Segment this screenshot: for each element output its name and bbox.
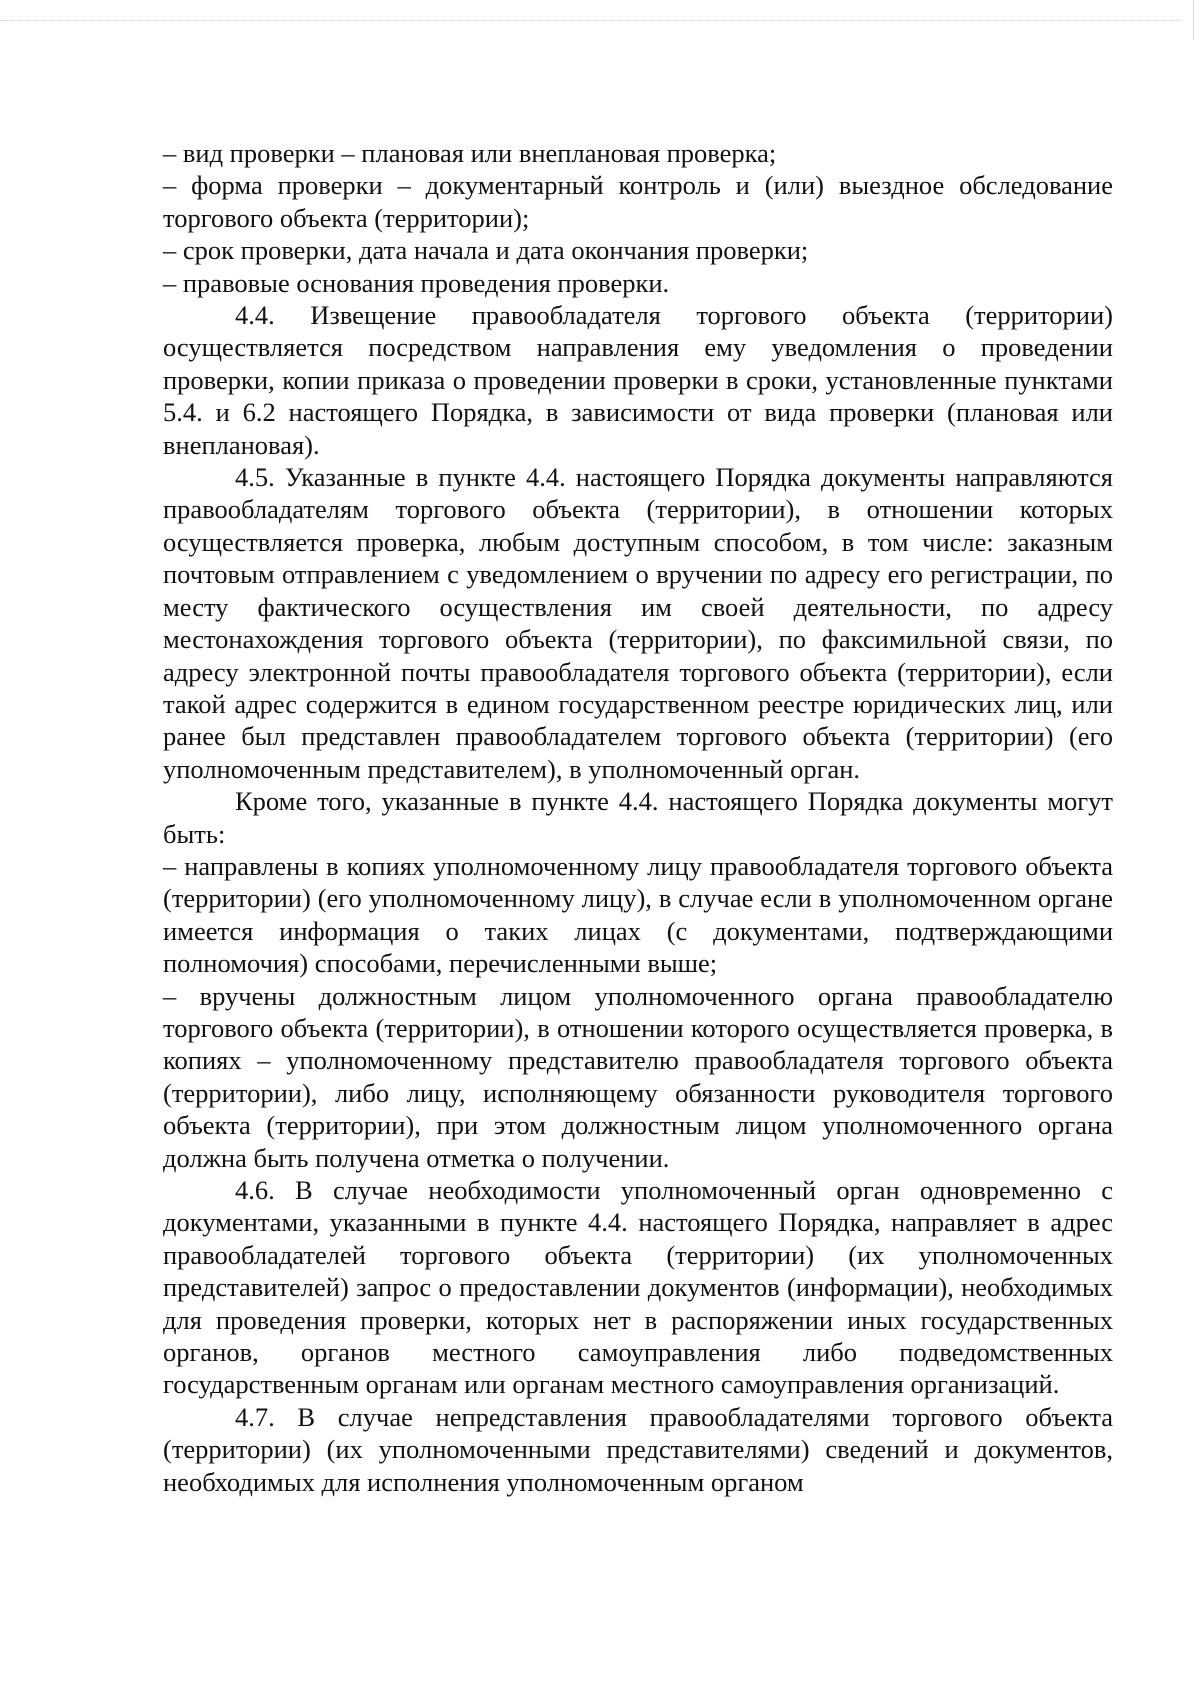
scan-edge-mark [1193,0,1194,40]
list-item-handed-over: – вручены должностным лицом уполномоченного органа правообладателю торгового объекта (территории), в отношении которого осуществляется проверка, в копиях – уполномоченному представителю правообладателя торгового объекта (территории), либо лицу, исполняющему обязанности руководителя торгового объекта (территории), при этом должностным лицом уполномоченного органа должна быть получена отметка о получении. [163,980,1113,1173]
document-body [163,137,1113,1498]
list-item-check-period: – срок проверки, дата начала и дата окончания проверки; [163,235,809,266]
list-item-check-form: – форма проверки – документарный контроль и (или) выездное обследование торгового объекта (территории); [163,170,1113,233]
list-item-sent-copies: – направлены в копиях уполномоченному лицу правообладателя торгового объекта (территории) (его уполномоченному лицу), в случае если в уполномоченном органе имеется информация о таких лицах (с документами, подтверждающими полномочия) способами, перечисленными выше; [163,850,1113,979]
clause-4-5: 4.5. Указанные в пункте 4.4. настоящего Порядка документы направляются правообладателям торгового объекта (территории), в отношении которых осуществляется проверка, любым доступным способом, в том числе: заказным почтовым отправлением с уведомлением о вручении по адресу его регистрации, по месту фактического осуществления им своей деятельности, по адресу местонахождения торгового объекта (территории), по факсимильной связи, по адресу электронной почты правообладателя торгового объекта (территории), если такой адрес содержится в едином государственном реестре юридических лиц, или ранее был представлен правообладателем торгового объекта (территории) (его уполномоченным представителем), в уполномоченный орган. [163,462,1113,784]
list-item-legal-grounds: – правовые основания проведения проверки. [163,267,670,298]
clause-4-4: 4.4. Извещение правообладателя торгового объекта (территории) осуществляется посредством направления ему уведомления о проведении проверки, копии приказа о проведении проверки в сроки, установленные пунктами 5.4. и 6.2 настоящего Порядка, в зависимости от вида проверки (плановая или внеплановая). [163,300,1113,460]
clause-4-5-additional: Кроме того, указанные в пункте 4.4. настоящего Порядка документы могут быть: [163,786,1113,849]
scan-edge-line [0,20,1180,21]
clause-4-7: 4.7. В случае непредставления правообладателями торгового объекта (территории) (их уполномоченными представителями) сведений и документов, необходимых для исполнения уполномоченным органом [163,1401,1113,1497]
list-item-check-type: – вид проверки – плановая или внеплановая проверка; [163,138,777,168]
clause-4-6: 4.6. В случае необходимости уполномоченный орган одновременно с документами, указанными в пункте 4.4. настоящего Порядка, направляет в адрес правообладателей торгового объекта (территории) (их уполномоченных представителей) запрос о предоставлении документов (информации), необходимых для проведения проверки, которых нет в распоряжении иных государственных органов, органов местного самоуправления либо подведомственных государственным органам или органам местного самоуправления организаций. [163,1175,1113,1400]
